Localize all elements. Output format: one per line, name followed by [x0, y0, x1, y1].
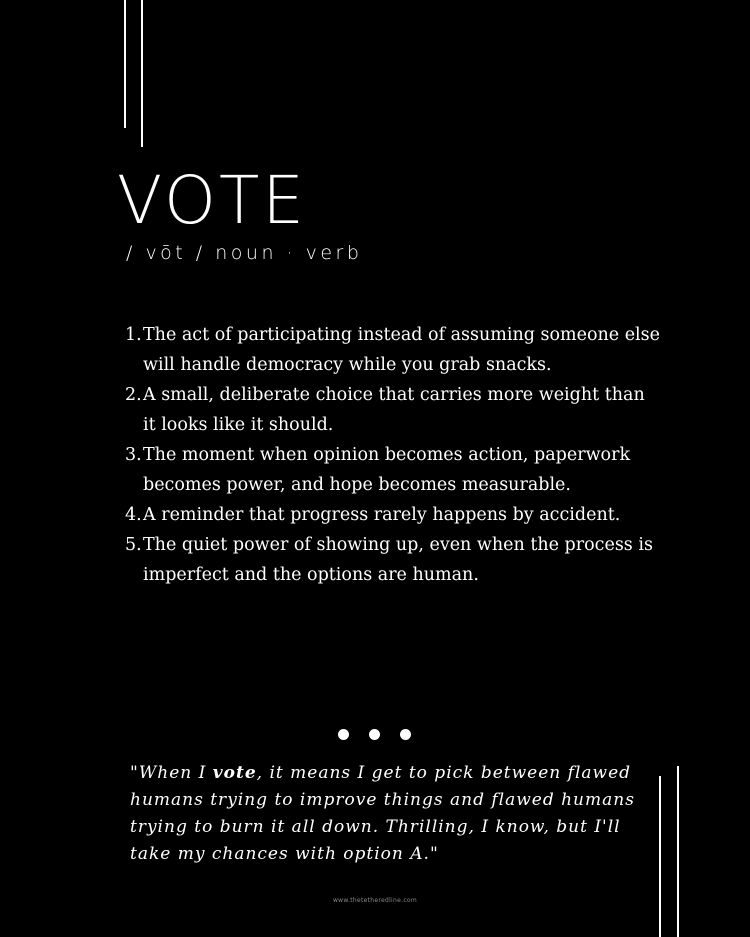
definition-number: 4. — [125, 505, 142, 525]
top-decorative-line-right — [141, 0, 143, 147]
definition-item — [125, 500, 660, 530]
definition-text: The act of participating instead of assuming someone else will handle democracy while you grab snacks. — [143, 325, 660, 375]
definition-number: 2. — [125, 385, 142, 405]
bottom-decorative-line-left — [659, 776, 661, 937]
ellipsis-divider — [338, 729, 411, 740]
definition-item — [125, 440, 660, 500]
definition-text: The quiet power of showing up, even when the process is imperfect and the options are human. — [143, 535, 653, 585]
pronunciation: / vōt / noun · verb — [126, 242, 363, 264]
definition-number: 1. — [125, 325, 142, 345]
definition-item — [125, 320, 660, 380]
divider-dot — [338, 729, 349, 740]
definition-list — [125, 320, 660, 590]
definition-text: A small, deliberate choice that carries more weight than it looks like it should. — [143, 385, 645, 435]
definition-text: The moment when opinion becomes action, paperwork becomes power, and hope becomes measurable. — [143, 445, 631, 495]
quote-emphasis: vote — [212, 763, 257, 783]
definition-item — [125, 530, 660, 590]
quote-lead: "When I — [130, 763, 213, 783]
page-title: VOTE — [117, 162, 307, 239]
bottom-decorative-line-right — [677, 766, 679, 937]
definition-number: 3. — [125, 445, 142, 465]
quote-rest: , it means I get to pick between flawed humans trying to improve things and flawed humans trying to burn it all down. Thrilling, I know, but I'll take my chances with option A." — [130, 763, 635, 864]
definition-number: 5. — [125, 535, 142, 555]
top-decorative-line-left — [124, 0, 126, 128]
divider-dot — [400, 729, 411, 740]
definition-item — [125, 380, 660, 440]
website-url: www.thetetheredline.com — [332, 897, 418, 904]
divider-dot — [369, 729, 380, 740]
quote-text — [130, 760, 650, 868]
definition-text: A reminder that progress rarely happens by accident. — [143, 505, 621, 525]
